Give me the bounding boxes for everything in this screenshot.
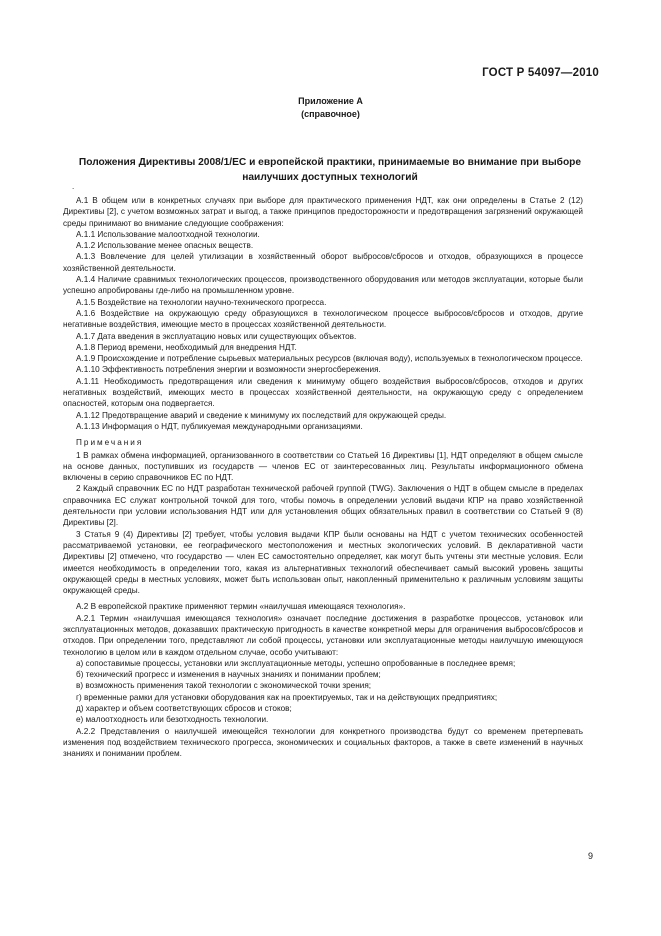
annex-subtitle: (справочное) — [301, 109, 360, 119]
paragraph-a1-13: А.1.13 Информация о НДТ, публикуемая международными организациями. — [76, 421, 363, 431]
note-item: 2 Каждый справочник ЕС по НДТ разработан технической рабочей группой (TWG). Заключения о НДТ в общем смысле в пределах справочника ЕС служат контрольной точкой для того, чтобы помочь в определении условий выдачи КПР на право хозяйственной деятельности при условии использования НДТ или для установления общих обязательных правил в соответствии со Статьей 9 (8) Директивы [2]. — [63, 484, 583, 528]
paragraph-a1-8: А.1.8 Период времени, необходимый для внедрения НДТ. — [76, 342, 297, 352]
paragraph-a1-11: А.1.11 Необходимость предотвращения или сведения к минимуму общего воздействия выбросов/сбросов, отходов и других негативных воздействий, имеющих место в процессах хозяйственной деятельности, на окружающую среду с определением опасностей, которым она подвергается. — [63, 376, 583, 409]
paragraph-a1-9: А.1.9 Происхождение и потребление сырьевых материальных ресурсов (включая воду), используемых в технологическом процессе. — [76, 354, 583, 364]
list-item-v: в) возможность применения такой технологии с экономической точки зрения; — [76, 681, 372, 691]
paragraph-a1-12: А.1.12 Предотвращение аварий и сведение к минимуму их последствий для окружающей среды. — [76, 410, 447, 420]
document-body — [63, 195, 583, 760]
list-item-e: е) малоотходность или безотходность технологии. — [76, 715, 269, 725]
paragraph-a2-1: А.2.1 Термин «наилучшая имеющаяся технология» означает последние достижения в разработке процессов, установок или эксплуатационных методов, доказавших практическую пригодность в качестве конкретной меры для ограничения выбросов/сбросов и отходов. При определении того, представляют ли собой процессы, установки или эксплуатационные методы наилучшую имеющуюся технологию в целом или в каждом отдельном случае, особо учитывают: — [63, 613, 583, 657]
paragraph-a1-5: А.1.5 Воздействие на технологии научно-технического прогресса. — [76, 297, 327, 307]
paragraph-a1-2: А.1.2 Использование менее опасных веществ. — [76, 241, 254, 251]
notes-heading: Примечания — [76, 438, 144, 448]
paragraph-a1-10: А.1.10 Эффективность потребления энергии и возможности энергосбережения. — [76, 365, 381, 375]
page-number: 9 — [587, 851, 593, 861]
list-item-d: д) характер и объем соответствующих сбросов и стоков; — [76, 704, 292, 714]
note-item: 1 В рамках обмена информацией, организованного в соответствии со Статьей 16 Директивы [1], НДТ определяют в общем смысле на основе данных, поступивших из государств — членов ЕС от заинтересованных лиц. Результаты информационного обмена включены в серию справочников ЕС по НДТ. — [63, 450, 583, 483]
marker-dot: . — [72, 182, 75, 191]
list-item-g: г) временные рамки для установки оборудования как на проектируемых, так и на действующих предприятиях; — [76, 692, 498, 702]
paragraph-a1: А.1 В общем или в конкретных случаях при выборе для практического применения НДТ, как они определены в Статье 2 (12) Директивы [2], с учетом возможных затрат и выгод, а также принципов предосторожности и предотвращения загрязнений окружающей среды принимают во внимание следующие соображения: — [63, 196, 583, 228]
list-item-a: а) сопоставимые процессы, установки или эксплуатационные методы, успешно опробованные в последнее время; — [76, 658, 516, 668]
standard-code: ГОСТ Р 54097—2010 — [482, 67, 599, 79]
document-title: Положения Директивы 2008/1/ЕС и европейской практики, принимаемые во внимание при выборе наилучших доступных технологий — [78, 157, 582, 183]
list-item-b: б) технический прогресс и изменения в научных знаниях и понимании проблем; — [76, 670, 381, 680]
annex-title: Приложение А — [298, 96, 363, 106]
paragraph-a1-1: А.1.1 Использование малоотходной технологии. — [76, 229, 260, 239]
paragraph-a1-7: А.1.7 Дата введения в эксплуатацию новых или существующих объектов. — [76, 331, 357, 341]
paragraph-a2-2: А.2.2 Представления о наилучшей имеющейся технологии для конкретного производства будут со временем претерпевать изменения под воздействием технического прогресса, экономических и социальных факторов, а также в свете изменений в научных знаниях и понимании проблем. — [63, 726, 583, 759]
paragraph-a1-3: А.1.3 Вовлечение для целей утилизации в хозяйственный оборот выбросов/сбросов и отходов, образующихся в процессе хозяйственной деятельности. — [63, 252, 583, 273]
paragraph-a2: А.2 В европейской практике применяют термин «наилучшая имеющаяся технология». — [76, 602, 406, 612]
paragraph-a1-4: А.1.4 Наличие сравнимых технологических процессов, производственного оборудования или методов эксплуатации, которые были успешно апробированы где-либо на промышленном уровне. — [63, 275, 583, 296]
note-item: 3 Статья 9 (4) Директивы [2] требует, чтобы условия выдачи КПР были основаны на НДТ с учетом технических особенностей рассматриваемой установки, ее географического местоположения и местных экологических условий. В декларативной части Директивы [2] отмечено, что государство — член ЕС самостоятельно определяет, как могут быть учтены эти местные условия. Если имеется необходимость в определении того, какая из альтернативных технологий обеспечивает самый высокий уровень защиты окружающей среды в местных условиях, может быть использован опыт, накопленный применительно к различным условиям защиты окружающей среды. — [63, 529, 583, 596]
paragraph-a1-6: А.1.6 Воздействие на окружающую среду образующихся в технологическом процессе выбросов/сбросов и отходов, другие негативные воздействия, имеющие место в процессах хозяйственной деятельности. — [63, 308, 583, 330]
